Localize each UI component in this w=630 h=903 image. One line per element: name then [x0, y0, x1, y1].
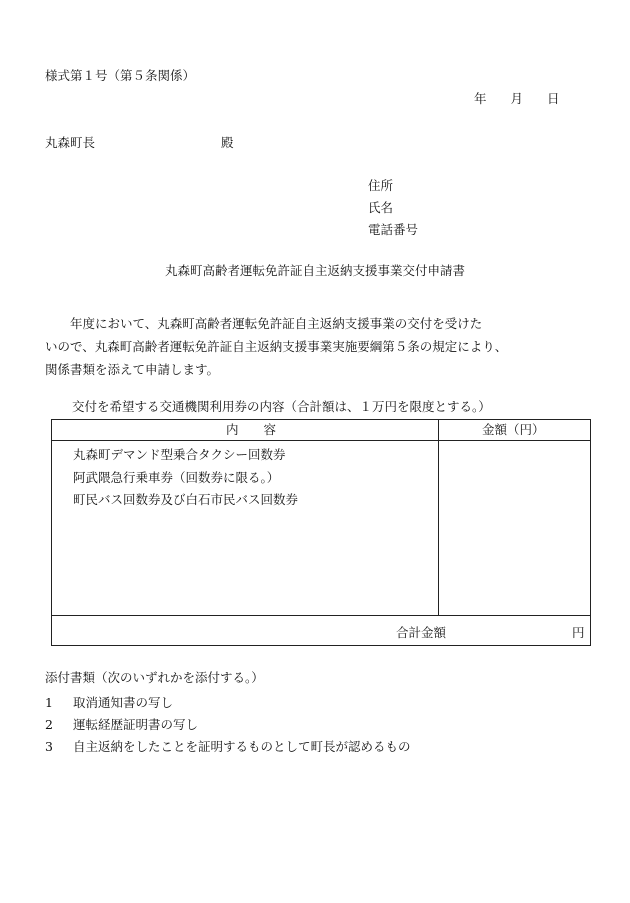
date-month-label: 月 [510, 91, 524, 106]
attachment-item [45, 719, 198, 732]
table-caption: 交付を希望する交通機関利用券の内容（合計額は、１万円を限度とする。） [72, 399, 491, 414]
addressee-honorific: 殿 [221, 135, 234, 150]
attachment-number: 1 [45, 695, 53, 710]
addressee-name: 丸森町長 [45, 135, 96, 150]
attachment-text: 運転経歴証明書の写し [73, 717, 199, 732]
attachment-number: 3 [45, 739, 53, 754]
attachment-item [45, 697, 173, 710]
body-line: 年度において、丸森町高齢者運転免許証自主返納支援事業の交付を受けた [45, 316, 483, 331]
voucher-table [51, 419, 591, 646]
content-column-header: 内 容 [226, 422, 277, 437]
body-line: いので、丸森町高齢者運転免許証自主返納支援事業実施要綱第５条の規定により、 [45, 339, 508, 354]
document-title: 丸森町高齢者運転免許証自主返納支援事業交付申請書 [164, 263, 465, 278]
phone-label: 電話番号 [368, 222, 419, 237]
form-number: 様式第１号（第５条関係） [45, 68, 196, 83]
attachments-heading: 添付書類（次のいずれかを添付する。） [45, 670, 264, 685]
voucher-item: 丸森町デマンド型乗合タクシー回数券 [73, 447, 286, 462]
total-label: 合計金額 [396, 625, 447, 640]
header-rule [52, 440, 590, 441]
attachment-text: 取消通知書の写し [73, 695, 174, 710]
attachment-text: 自主返納をしたことを証明するものとして町長が認めるもの [73, 739, 411, 754]
date-year-label: 年 [474, 91, 487, 106]
amount-column-header: 金額（円） [482, 422, 545, 437]
address-label: 住所 [368, 178, 394, 193]
attachment-item [45, 741, 411, 754]
name-label: 氏名 [368, 200, 394, 215]
total-unit: 円 [572, 625, 585, 640]
total-rule [52, 615, 590, 616]
applicant-block [368, 180, 418, 246]
body-paragraph [45, 312, 590, 381]
attachment-number: 2 [45, 717, 53, 732]
voucher-item: 町民バス回数券及び白石市民バス回数券 [73, 492, 299, 507]
date-line [474, 93, 560, 106]
voucher-item: 阿武隈急行乗車券（回数券に限る。） [73, 470, 280, 485]
column-divider [438, 420, 439, 616]
date-day-label: 日 [547, 91, 560, 106]
body-line: 関係書類を添えて申請します。 [45, 362, 220, 377]
